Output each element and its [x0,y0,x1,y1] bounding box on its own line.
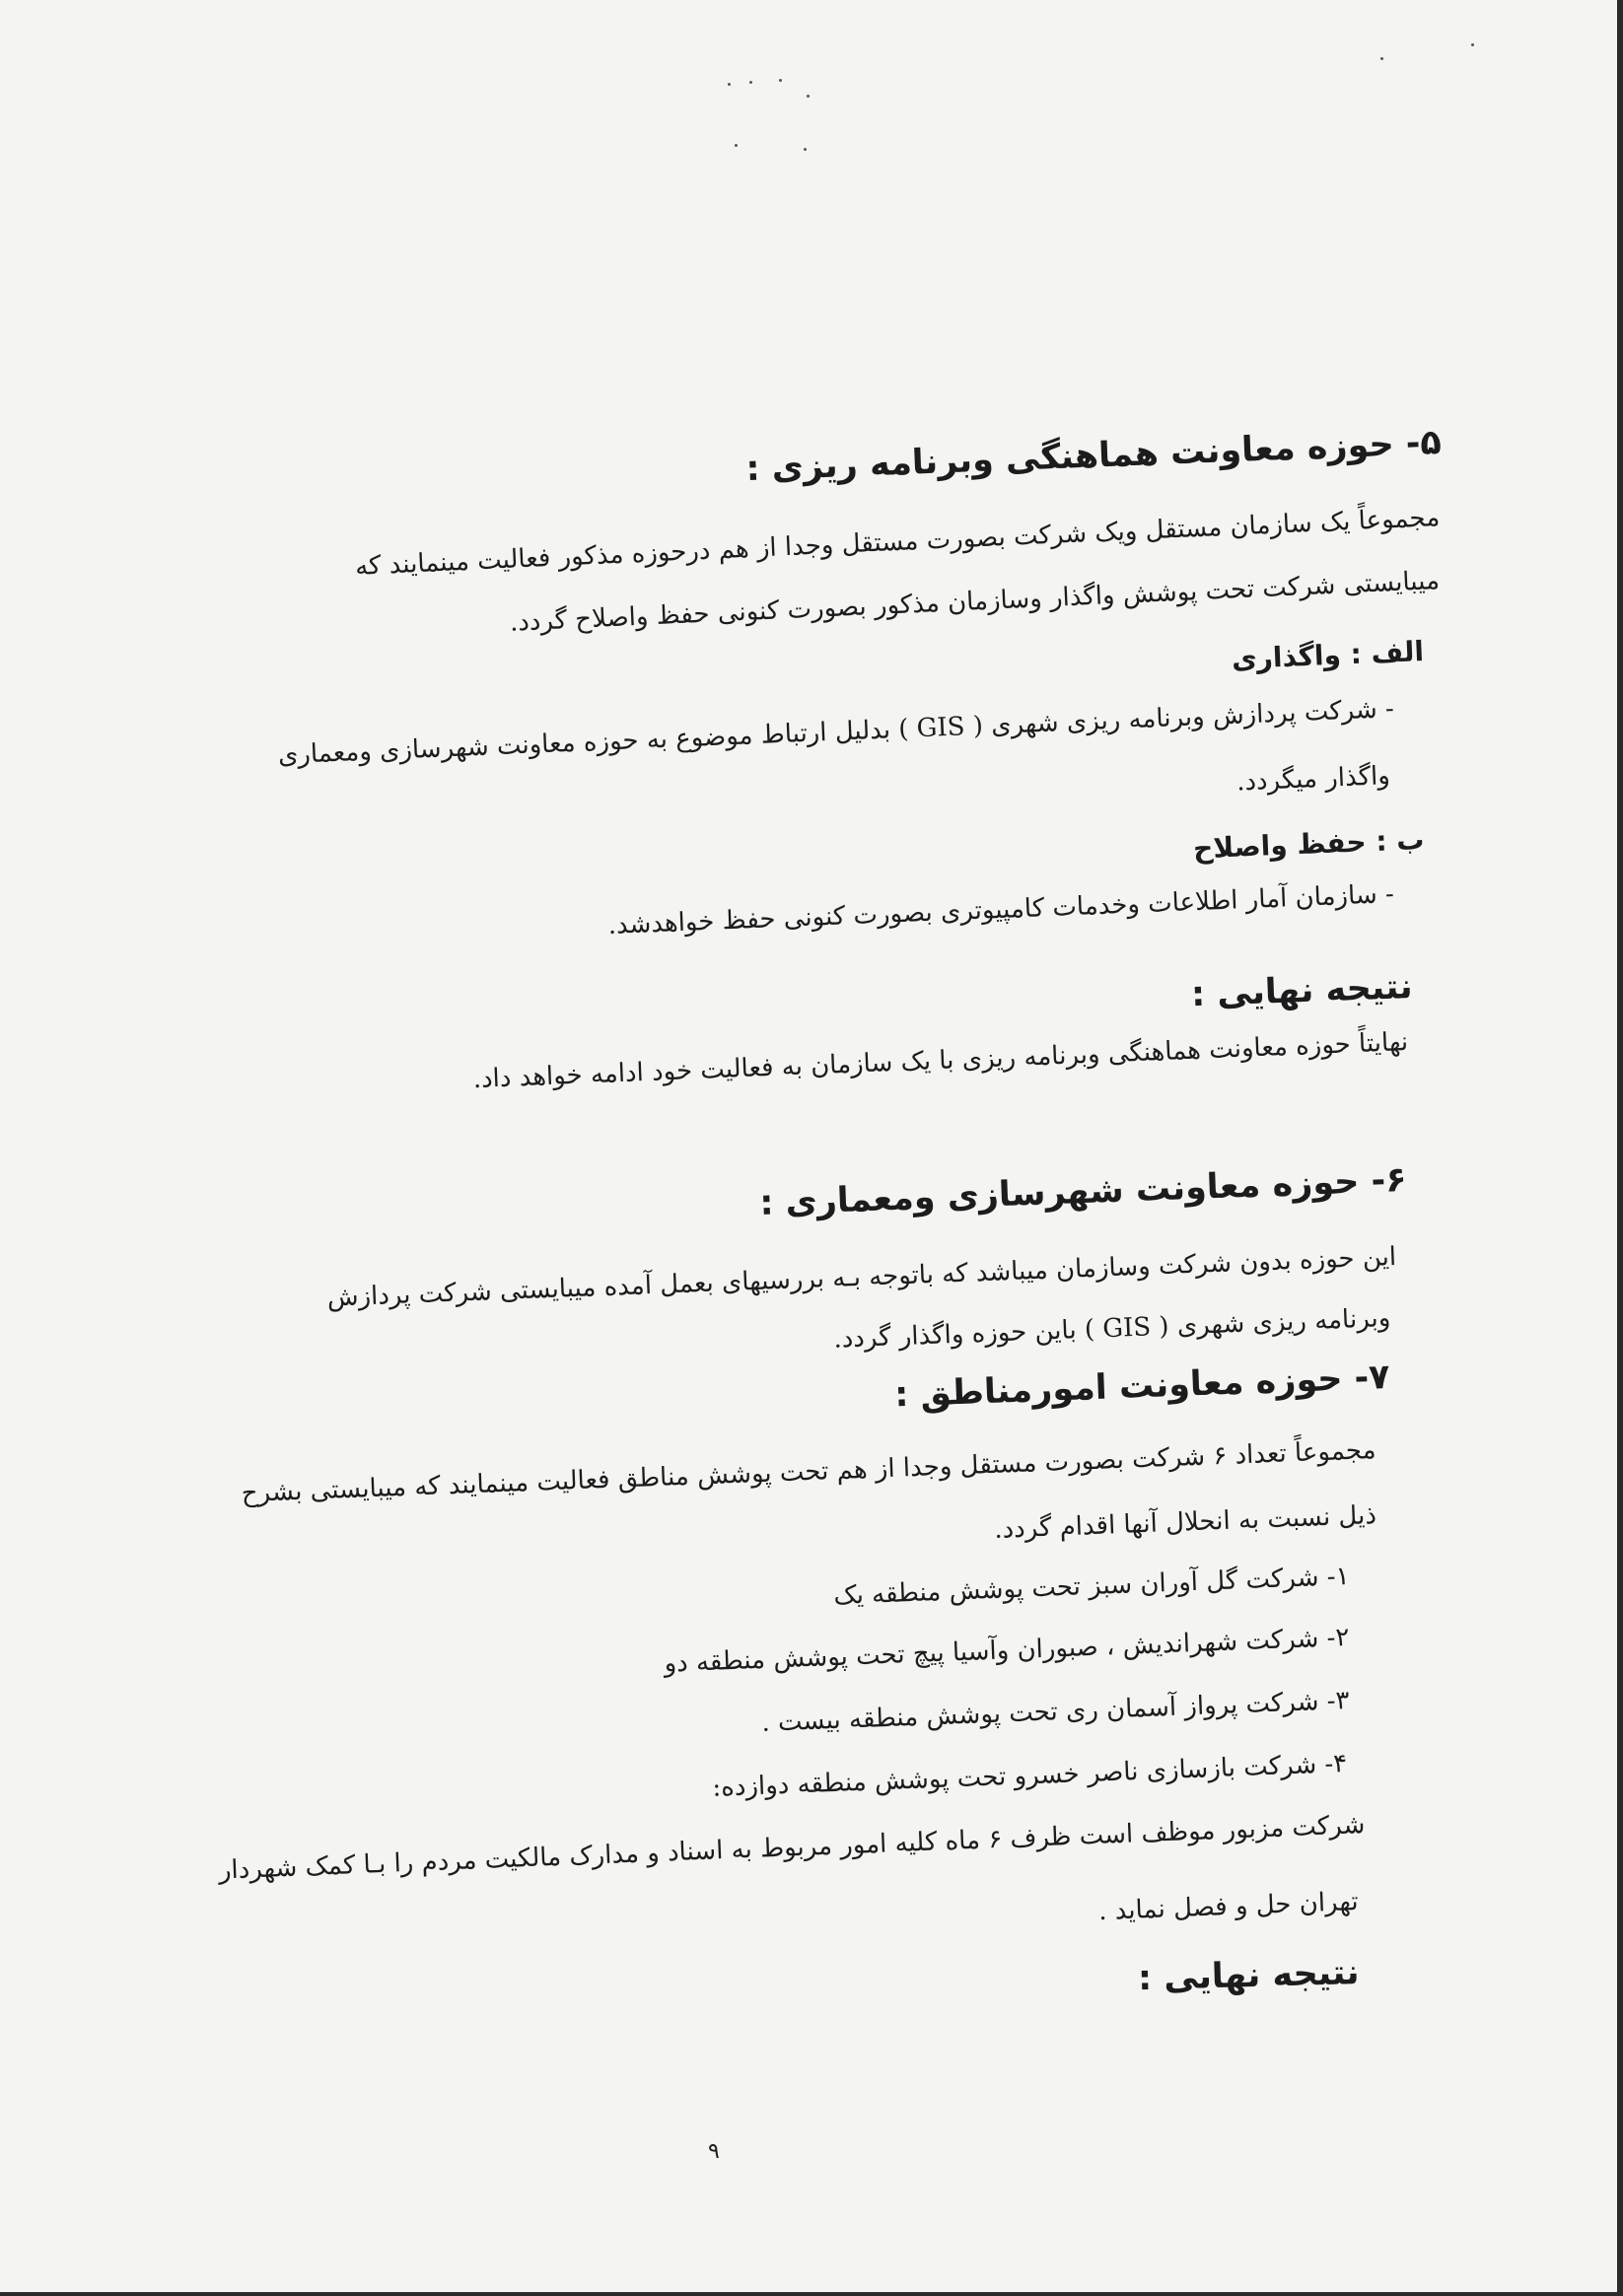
section7-item-1: ۱- شرکت گل آوران سبز تحت پوشش منطقه یک [832,1562,1350,1612]
scan-speck [807,95,810,98]
scan-speck [728,83,731,86]
section7-result-title: نتیجه نهایی : [1137,1953,1360,1999]
alef-title: الف : واگذاری [1231,635,1425,676]
section7-heading: ۷- حوزه معاونت امورمناطق : [894,1357,1391,1416]
page-number: ۹ [708,2139,720,2164]
section5-line-2: میبایستی شرکت تحت پوشش واگذار وسازمان مذکور بصورت کنونی حفظ واصلاح گردد. [509,566,1441,638]
alef-line-1: - شرکت پردازش وبرنامه ریزی شهری ( GIS ) بدلیل ارتباط موضوع به حوزه معاونت شهرسازی ومعماری [277,694,1395,771]
scan-speck [1380,57,1383,60]
section6-heading: ۶- حوزه معاونت شهرسازی ومعماری : [758,1160,1407,1224]
section6-line-2: وبرنامه ریزی شهری ( GIS ) باین حوزه واگذار گردد. [832,1303,1391,1355]
scan-speck [735,144,738,147]
section7-item-4: ۴- شرکت بازسازی ناصر خسرو تحت پوشش منطقه دوازده: [711,1749,1348,1803]
scan-speck [749,81,752,84]
scan-speck [779,79,782,82]
be-line-1: - سازمان آمار اطلاعات وخدمات کامپیوتری بصورت کنونی حفظ خواهدشد. [607,879,1395,941]
section7-closing-2: تهران حل و فصل نماید . [1098,1887,1360,1927]
scan-edge-bottom [0,2292,1623,2296]
section5-line-1: مجموعاً یک سازمان مستقل ویک شرکت بصورت مستقل وجدا از هم درحوزه مذکور فعالیت مینمایند که [354,503,1441,582]
scan-speck [1471,43,1474,46]
section7-item-2: ۲- شرکت شهراندیش ، صبوران وآسیا پیچ تحت پوشش منطقه دو [663,1623,1350,1679]
scan-speck [804,148,807,151]
section5-heading: ۵- حوزه معاونت هماهنگی وبرنامه ریزی : [745,423,1443,490]
alef-line-2: واگذار میگردد. [1235,761,1391,798]
section7-line-2: ذیل نسبت به انحلال آنها اقدام گردد. [993,1500,1377,1545]
section5-result-text: نهایتاً حوزه معاونت هماهنگی وبرنامه ریزی با یک سازمان به فعالیت خود ادامه خواهد داد. [472,1027,1409,1095]
section7-closing-1: شرکت مزبور موظف است ظرف ۶ ماه کلیه امور مربوط به اسناد و مدارک مالکیت مردم را بـا کمک شهردار [218,1810,1366,1886]
be-title: ب : حفظ واصلاح [1192,823,1425,866]
section6-line-1: این حوزه بدون شرکت وسازمان میباشد که باتوجه بـه بررسیهای بعمل آمده میبایستی شرکت پردازش [326,1242,1397,1313]
section7-line-1: مجموعاً تعداد ۶ شرکت بصورت مستقل وجدا از هم تحت پوشش مناطق فعالیت مینمایند که میبایستی بشرح [241,1435,1377,1509]
section5-result-title: نتیجه نهایی : [1189,967,1413,1015]
scan-edge-right [1617,0,1623,2296]
section7-item-3: ۳- شرکت پرواز آسمان ری تحت پوشش منطقه بیست . [760,1686,1350,1738]
